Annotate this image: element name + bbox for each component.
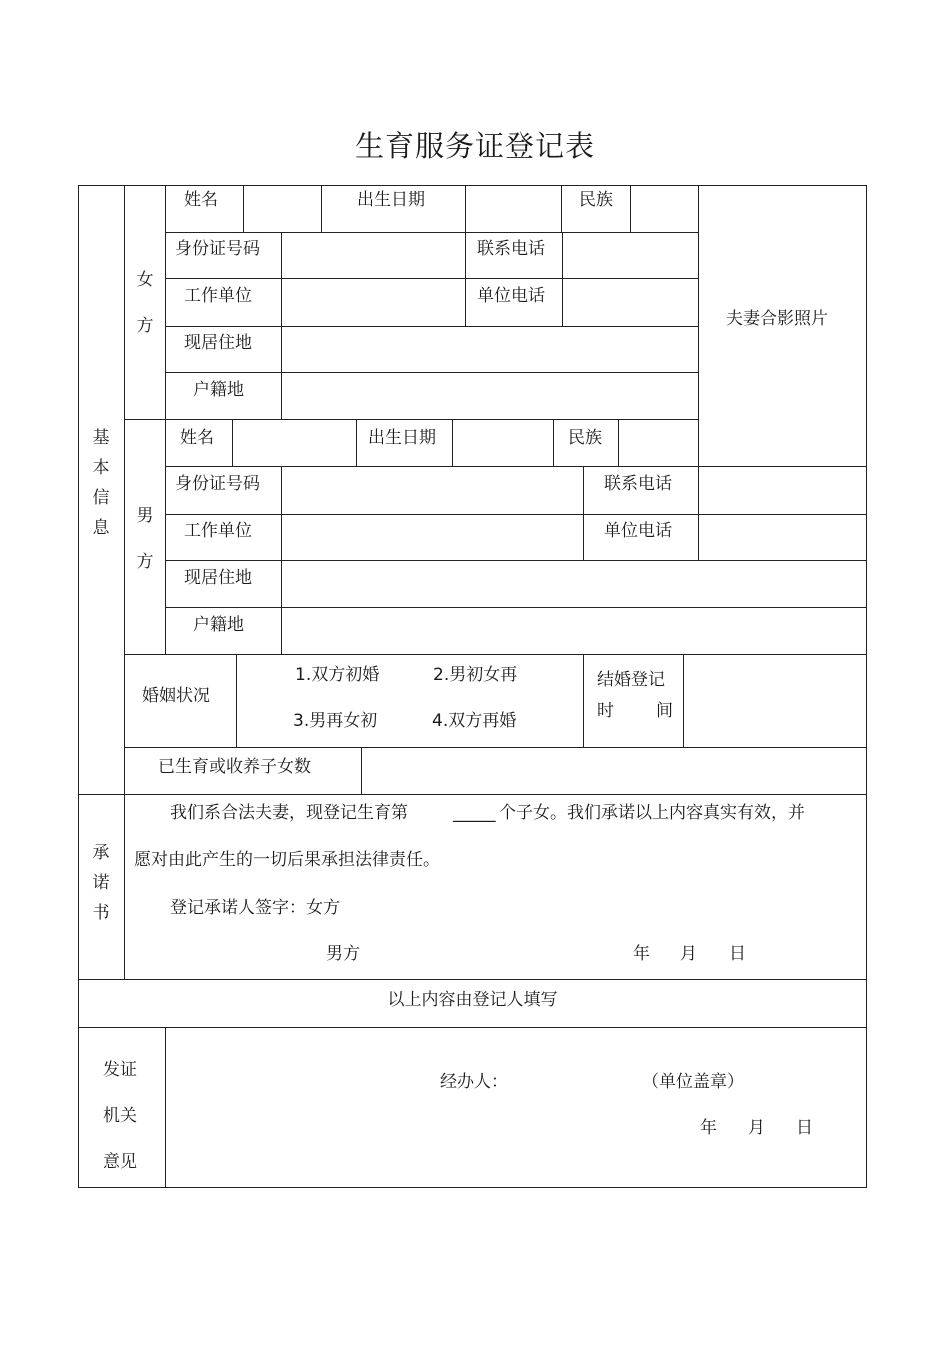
pledge-text-line1b: 个子女。我们承诺以上内容真实有效，并: [499, 803, 805, 823]
pledge-date-month: 月: [680, 944, 697, 964]
couple-photo-label: 夫妻合影照片: [726, 309, 828, 329]
male-birth-date-label: 出生日期: [368, 428, 436, 448]
female-phone-label: 联系电话: [477, 239, 545, 259]
female-name-field[interactable]: [245, 187, 320, 231]
male-residence-label: 现居住地: [184, 568, 252, 588]
female-id-number-field[interactable]: [283, 234, 464, 277]
male-employer-phone-field[interactable]: [700, 516, 865, 559]
male-employer-field[interactable]: [283, 516, 582, 559]
female-ethnicity-label: 民族: [579, 190, 613, 210]
pledge-signature-label: 登记承诺人签字：女方: [170, 898, 340, 918]
male-name-label: 姓名: [180, 428, 214, 448]
page-title: 生育服务证登记表: [354, 129, 595, 163]
female-section-label: 女 方: [136, 270, 154, 336]
issuer-date-day: 日: [796, 1118, 813, 1138]
female-phone-field[interactable]: [564, 234, 697, 277]
male-employer-phone-label: 单位电话: [604, 521, 672, 541]
female-residence-field[interactable]: [283, 328, 697, 371]
female-id-number-label: 身份证号码: [175, 239, 260, 259]
female-name-label: 姓名: [184, 190, 218, 210]
female-ethnicity-field[interactable]: [632, 187, 697, 231]
marital-option-3[interactable]: 3.男再女初: [293, 711, 378, 731]
male-ethnicity-field[interactable]: [620, 421, 697, 465]
pledge-text-line1: 我们系合法夫妻，现登记生育第: [170, 803, 408, 823]
female-employer-label: 工作单位: [184, 286, 252, 306]
female-household-field[interactable]: [283, 374, 697, 418]
issuer-seal-label: （单位盖章）: [642, 1072, 744, 1092]
male-phone-field[interactable]: [700, 468, 865, 513]
male-id-number-label: 身份证号码: [175, 474, 260, 494]
filled-by-registrant-note: 以上内容由登记人填写: [387, 990, 558, 1010]
male-ethnicity-label: 民族: [568, 428, 602, 448]
basic-info-section-label: 基 本 信 息: [92, 428, 110, 538]
female-household-label: 户籍地: [193, 380, 244, 400]
marriage-registration-date-field[interactable]: [685, 656, 865, 746]
female-employer-phone-field[interactable]: [564, 280, 697, 325]
pledge-text-line2: 愿对由此产生的一切后果承担法律责任。: [134, 850, 440, 870]
issuer-handler-label: 经办人：: [440, 1072, 508, 1092]
male-birth-date-field[interactable]: [454, 421, 552, 465]
male-employer-label: 工作单位: [184, 521, 252, 541]
male-household-field[interactable]: [283, 609, 865, 653]
children-count-label: 已生育或收养子女数: [158, 757, 311, 777]
female-birth-date-field[interactable]: [467, 187, 560, 231]
female-employer-field[interactable]: [283, 280, 464, 325]
pledge-male-label: 男方: [326, 944, 360, 964]
female-employer-phone-label: 单位电话: [477, 286, 545, 306]
issuer-date-year: 年: [700, 1118, 717, 1138]
male-phone-label: 联系电话: [604, 474, 672, 494]
marital-option-4[interactable]: 4.双方再婚: [432, 711, 517, 731]
pledge-section-label: 承 诺 书: [92, 843, 110, 923]
marital-status-label: 婚姻状况: [142, 686, 210, 706]
pledge-date-year: 年: [633, 944, 650, 964]
marital-option-2[interactable]: 2.男初女再: [433, 665, 518, 685]
male-name-field[interactable]: [234, 421, 355, 465]
male-residence-field[interactable]: [283, 562, 865, 606]
children-count-field[interactable]: [363, 749, 865, 793]
male-household-label: 户籍地: [193, 615, 244, 635]
pledge-date-day: 日: [729, 944, 746, 964]
female-birth-date-label: 出生日期: [357, 190, 425, 210]
marriage-registration-label: 结婚登记 时 间: [597, 670, 673, 721]
marital-option-1[interactable]: 1.双方初婚: [295, 665, 380, 685]
female-residence-label: 现居住地: [184, 333, 252, 353]
issuer-date-month: 月: [748, 1118, 765, 1138]
pledge-child-order-blank[interactable]: _____: [453, 803, 496, 823]
issuer-opinion-field[interactable]: [167, 1029, 865, 1069]
issuer-section-label: 发证 机关 意见: [103, 1060, 137, 1172]
male-id-number-field[interactable]: [283, 468, 582, 513]
male-section-label: 男 方: [136, 506, 154, 572]
